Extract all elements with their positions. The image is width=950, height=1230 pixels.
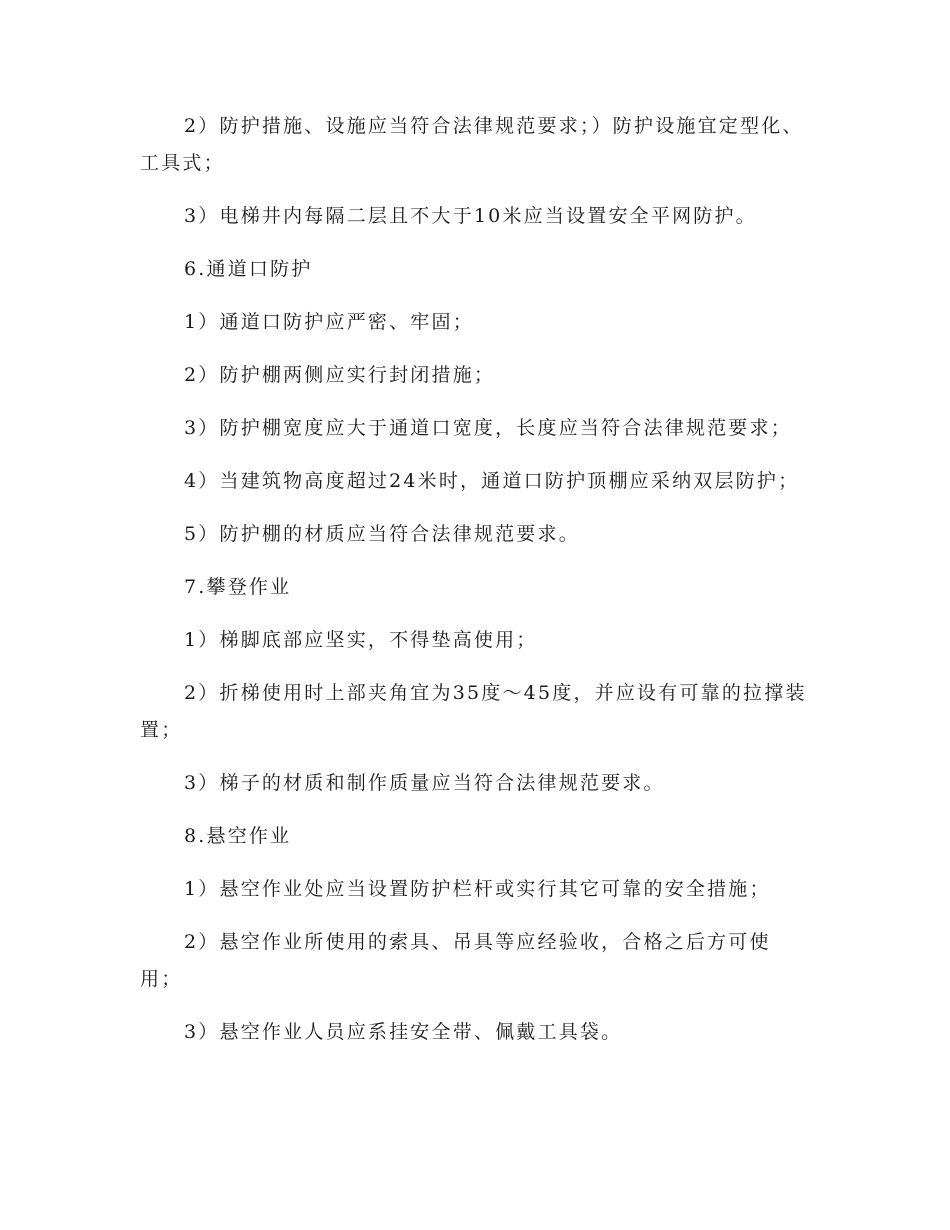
paragraph-double-layer-roof: 4）当建筑物高度超过24米时，通道口防护顶棚应采纳双层防护；: [184, 470, 800, 492]
paragraph-suspended-railing: 1）悬空作业处应当设置防护栏杆或实行其它可靠的安全措施；: [184, 878, 771, 900]
paragraph-shed-material: 5）防护棚的材质应当符合法律规范要求。: [184, 523, 580, 545]
paragraph-shed-sides-closed: 2）防护棚两侧应实行封闭措施；: [184, 364, 496, 386]
paragraph-rigging-inspection: 2）悬空作业所使用的索具、吊具等应经验收，合格之后方可使用；: [140, 931, 771, 990]
paragraph-ladder-foot: 1）梯脚底部应坚实，不得垫高使用；: [184, 629, 538, 651]
paragraph-passage-tight: 1）通道口防护应严密、牢固；: [184, 311, 474, 333]
paragraph-safety-belt: 3）悬空作业人员应系挂安全带、佩戴工具袋。: [184, 1021, 623, 1043]
paragraph-elevator-shaft-net: 3）电梯井内每隔二层且不大于10米应当设置安全平网防护。: [184, 205, 757, 227]
paragraph-ladder-material: 3）梯子的材质和制作质量应当符合法律规范要求。: [184, 772, 665, 794]
document-body: [140, 108, 812, 1067]
paragraph-shed-width: 3）防护棚宽度应大于通道口宽度，长度应当符合法律规范要求；: [184, 417, 792, 439]
paragraph-protection-measures: 2）防护措施、设施应当符合法律规范要求；）防护设施宜定型化、工具式；: [140, 115, 804, 174]
section-heading-passage-protection: 6.通道口防护: [184, 258, 313, 280]
paragraph-folding-ladder-angle: 2）折梯使用时上部夹角宜为35度～45度，并应设有可靠的拉撑装置；: [140, 682, 807, 741]
section-heading-climbing-work: 7.攀登作业: [184, 576, 292, 598]
section-heading-suspended-work: 8.悬空作业: [184, 825, 292, 847]
